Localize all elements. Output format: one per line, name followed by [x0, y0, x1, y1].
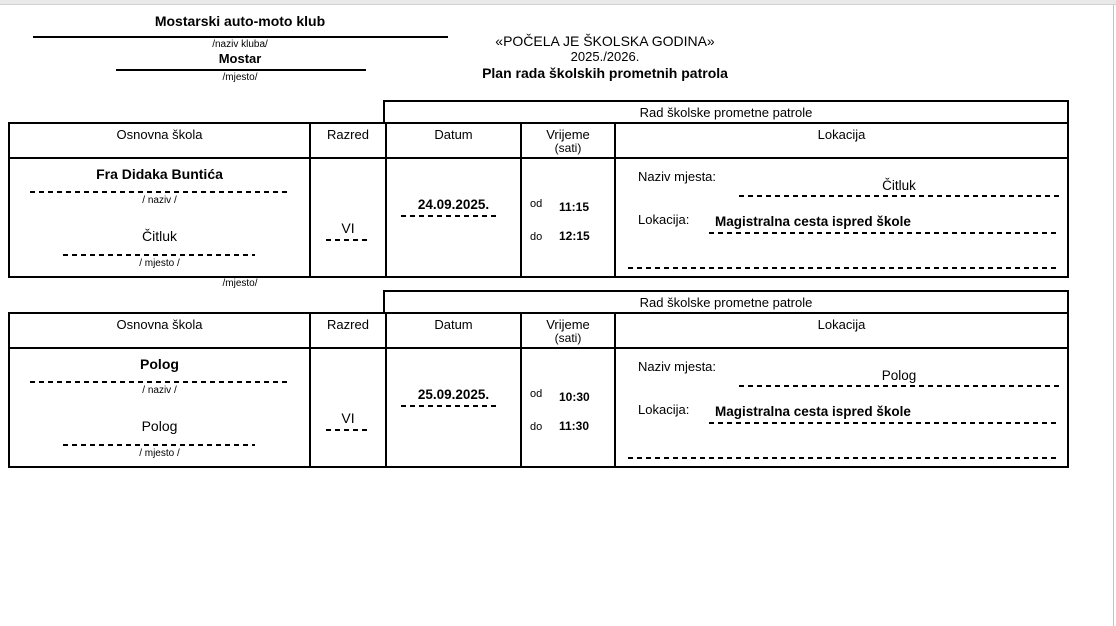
club-name: Mostarski auto-moto klub	[154, 13, 326, 29]
school-name-caption: / naziv /	[142, 385, 177, 396]
title-line-2: 2025./2026.	[570, 49, 640, 64]
col-header-location: Lokacija	[614, 124, 1067, 157]
grade-value: VI	[341, 410, 355, 426]
club-place-underline	[116, 69, 366, 71]
col-header-time-line2: (sati)	[554, 141, 582, 155]
location-fill-line	[709, 422, 1059, 424]
grade-cell	[309, 157, 385, 276]
school-cell	[10, 347, 309, 466]
place-name-label: Naziv mjesta:	[638, 359, 717, 374]
span-header: Rad školske prometne patrole	[383, 100, 1069, 122]
club-name-caption: /naziv kluba/	[212, 39, 268, 50]
club-place: Mostar	[218, 51, 262, 66]
grade-value: VI	[341, 220, 355, 236]
location-label: Lokacija:	[638, 402, 690, 417]
location-value: Magistralna cesta ispred škole	[715, 214, 911, 229]
school-place-value: Polog	[141, 418, 178, 434]
club-name-underline	[33, 36, 448, 38]
time-from-label: od	[530, 198, 543, 210]
time-to-label: do	[530, 421, 543, 433]
place-name-fill-line	[739, 195, 1059, 197]
col-header-grade: Razred	[309, 314, 385, 347]
patrol-grid	[8, 122, 1069, 278]
place-name-value: Polog	[881, 368, 917, 383]
location-extra-fill-line	[628, 267, 1059, 269]
time-from-label: od	[530, 388, 543, 400]
document-title-block	[450, 33, 760, 81]
span-header: Rad školske prometne patrole	[383, 290, 1069, 312]
col-header-date: Datum	[385, 314, 520, 347]
time-to-value: 12:15	[559, 229, 590, 243]
col-header-time-line2: (sati)	[554, 331, 582, 345]
school-place-caption: / mjesto /	[139, 448, 180, 459]
place-name-fill-line	[739, 385, 1059, 387]
location-fill-line	[709, 232, 1059, 234]
title-line-3: Plan rada školskih prometnih patrola	[482, 65, 728, 81]
date-fill-line	[401, 215, 497, 217]
date-value: 25.09.2025.	[417, 387, 490, 402]
school-name-value: Polog	[140, 356, 179, 372]
location-label: Lokacija:	[638, 212, 690, 227]
date-cell	[385, 157, 520, 276]
between-tables-caption: /mjesto/	[222, 278, 258, 289]
col-header-location: Lokacija	[614, 314, 1067, 347]
school-place-fill-line	[63, 254, 255, 256]
col-header-time	[520, 124, 614, 157]
viewer-top-edge	[0, 0, 1116, 5]
place-name-label: Naziv mjesta:	[638, 169, 717, 184]
grade-cell	[309, 347, 385, 466]
date-value: 24.09.2025.	[417, 197, 490, 212]
time-from-value: 10:30	[559, 390, 590, 404]
school-cell	[10, 157, 309, 276]
school-place-fill-line	[63, 444, 255, 446]
school-name-fill-line	[30, 381, 291, 383]
club-place-caption: /mjesto/	[222, 72, 258, 83]
col-header-time-line1: Vrijeme	[546, 317, 590, 332]
col-header-grade: Razred	[309, 124, 385, 157]
col-header-school: Osnovna škola	[116, 317, 203, 332]
grade-fill-line	[326, 239, 370, 241]
location-cell	[614, 157, 1067, 276]
date-fill-line	[401, 405, 497, 407]
time-to-value: 11:30	[559, 419, 590, 433]
school-name-caption: / naziv /	[142, 195, 177, 206]
school-place-value: Čitluk	[141, 228, 177, 244]
location-cell	[614, 347, 1067, 466]
col-header-time	[520, 314, 614, 347]
title-line-1: «POČELA JE ŠKOLSKA GODINA»	[495, 33, 715, 49]
time-from-value: 11:15	[559, 200, 590, 214]
time-cell	[520, 157, 614, 276]
location-extra-fill-line	[628, 457, 1059, 459]
viewer-right-edge	[1113, 5, 1114, 626]
grade-fill-line	[326, 429, 370, 431]
school-place-caption: / mjesto /	[139, 258, 180, 269]
date-cell	[385, 347, 520, 466]
school-name-fill-line	[30, 191, 291, 193]
patrol-grid	[8, 312, 1069, 468]
school-name-value: Fra Didaka Buntića	[96, 166, 223, 182]
time-to-label: do	[530, 231, 543, 243]
col-header-school: Osnovna škola	[116, 127, 203, 142]
col-header-date: Datum	[385, 124, 520, 157]
time-cell	[520, 347, 614, 466]
place-name-value: Čitluk	[882, 178, 916, 193]
location-value: Magistralna cesta ispred škole	[715, 404, 911, 419]
col-header-time-line1: Vrijeme	[546, 127, 590, 142]
